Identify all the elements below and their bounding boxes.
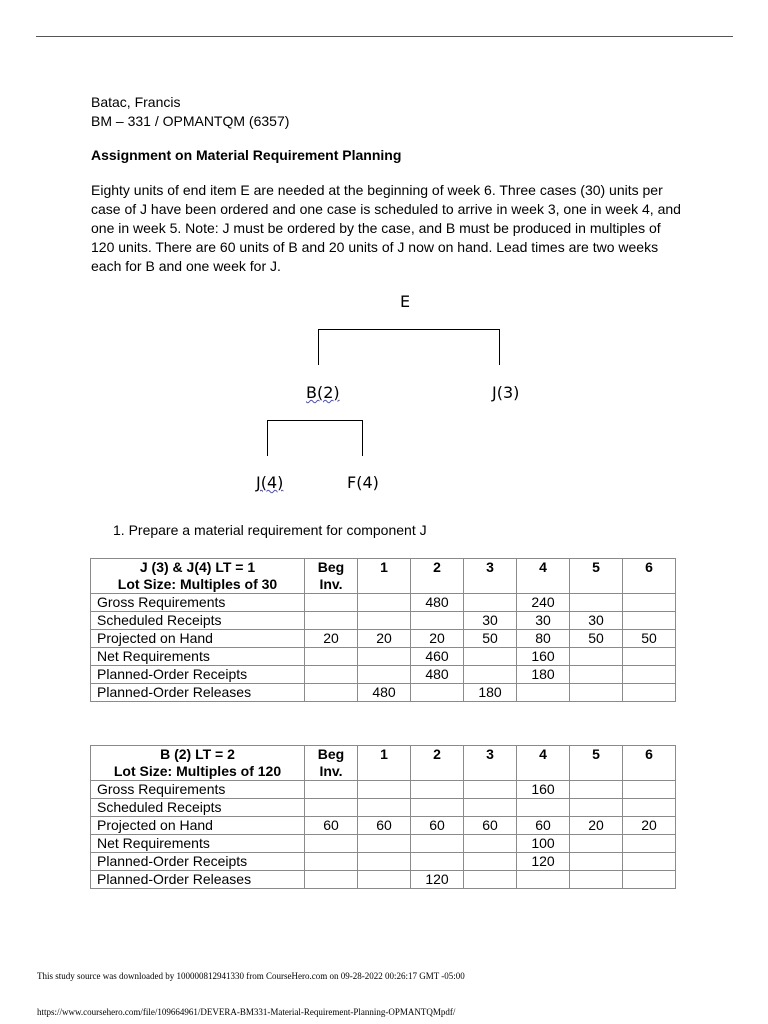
week-header: 4 <box>517 746 570 781</box>
cell <box>570 666 623 684</box>
week-header: 2 <box>411 559 464 594</box>
table-row <box>91 630 676 648</box>
cell: 60 <box>305 817 358 835</box>
cell <box>358 853 411 871</box>
cell <box>464 835 517 853</box>
cell <box>464 853 517 871</box>
cell <box>570 871 623 889</box>
cell: 50 <box>464 630 517 648</box>
top-rule <box>36 36 733 37</box>
cell <box>623 781 676 799</box>
cell <box>411 835 464 853</box>
week-header: 2 <box>411 746 464 781</box>
cell: 20 <box>570 817 623 835</box>
tree-connector <box>318 329 319 365</box>
row-label: Projected on Hand <box>91 630 305 648</box>
cell <box>623 648 676 666</box>
tree-connector <box>362 420 363 456</box>
cell: 120 <box>517 853 570 871</box>
header-line: Inv. <box>319 763 343 779</box>
cell <box>464 871 517 889</box>
row-label: Gross Requirements <box>91 594 305 612</box>
table-header-title <box>91 559 305 594</box>
cell <box>305 594 358 612</box>
cell: 160 <box>517 648 570 666</box>
cell <box>464 799 517 817</box>
page-title: Assignment on Material Requirement Planning <box>91 147 402 163</box>
footer-source-note: This study source was downloaded by 100000812941330 from CourseHero.com on 09-28-2022 00:26:17 GMT -05:00 <box>37 971 465 981</box>
question-1: 1. Prepare a material requirement for component J <box>113 522 427 538</box>
cell <box>411 612 464 630</box>
cell <box>517 684 570 702</box>
tree-node-j4: J(4) <box>256 473 284 492</box>
table-row <box>91 799 676 817</box>
row-label: Planned-Order Releases <box>91 684 305 702</box>
table-row <box>91 612 676 630</box>
table-row <box>91 666 676 684</box>
cell: 180 <box>464 684 517 702</box>
cell: 240 <box>517 594 570 612</box>
cell <box>411 799 464 817</box>
week-header: 6 <box>623 746 676 781</box>
week-header: 5 <box>570 559 623 594</box>
tree-connector <box>318 329 500 330</box>
header-line: Lot Size: Multiples of 120 <box>113 763 282 779</box>
cell <box>623 666 676 684</box>
cell <box>305 684 358 702</box>
week-header: 1 <box>358 559 411 594</box>
row-label: Projected on Hand <box>91 817 305 835</box>
header-line: Beg <box>317 746 345 762</box>
cell <box>305 781 358 799</box>
cell <box>305 853 358 871</box>
cell: 60 <box>464 817 517 835</box>
header-line: Beg <box>317 559 345 575</box>
cell <box>305 612 358 630</box>
cell <box>570 781 623 799</box>
cell <box>305 666 358 684</box>
table-row <box>91 781 676 799</box>
cell: 480 <box>411 594 464 612</box>
cell <box>305 799 358 817</box>
header-line: B (2) LT = 2 <box>160 746 235 762</box>
problem-statement: Eighty units of end item E are needed at the beginning of week 6. Three cases (30) units per case of J have been ordered and one case is scheduled to arrive in week 3, one in week 4, and one in week 5. Note: J must be ordered by the case, and B must be produced in multiples of 120 units. There are 60 units of B and 20 units of J now on hand. Lead times are two weeks each for B and one week for J. <box>91 182 681 274</box>
cell <box>570 648 623 666</box>
tree-node-b: B(2) <box>306 383 340 402</box>
cell <box>464 666 517 684</box>
cell: 50 <box>570 630 623 648</box>
tree-node-j: J(3) <box>492 383 520 402</box>
cell: 460 <box>411 648 464 666</box>
table-row <box>91 835 676 853</box>
row-label: Net Requirements <box>91 648 305 666</box>
week-header: 4 <box>517 559 570 594</box>
header-line: J (3) & J(4) LT = 1 <box>139 559 256 575</box>
cell: 100 <box>517 835 570 853</box>
cell <box>570 853 623 871</box>
cell: 30 <box>517 612 570 630</box>
cell: 180 <box>517 666 570 684</box>
table-header-row <box>91 559 676 594</box>
table-row <box>91 648 676 666</box>
tree-connector <box>267 420 363 421</box>
cell: 30 <box>464 612 517 630</box>
cell: 160 <box>517 781 570 799</box>
week-header: 5 <box>570 746 623 781</box>
cell <box>305 835 358 853</box>
cell <box>570 594 623 612</box>
table-row <box>91 817 676 835</box>
cell <box>305 871 358 889</box>
tree-node-e: E <box>400 292 411 311</box>
cell <box>358 648 411 666</box>
cell: 60 <box>411 817 464 835</box>
tree-connector <box>499 329 500 365</box>
cell: 20 <box>305 630 358 648</box>
cell: 60 <box>517 817 570 835</box>
week-header: 6 <box>623 559 676 594</box>
cell <box>358 799 411 817</box>
cell: 30 <box>570 612 623 630</box>
cell <box>305 648 358 666</box>
table-row <box>91 684 676 702</box>
cell <box>623 594 676 612</box>
cell: 20 <box>358 630 411 648</box>
cell <box>517 871 570 889</box>
table-row <box>91 871 676 889</box>
author-name: Batac, Francis <box>91 94 181 110</box>
cell <box>517 799 570 817</box>
cell: 20 <box>623 817 676 835</box>
cell <box>411 781 464 799</box>
cell <box>411 684 464 702</box>
cell <box>570 684 623 702</box>
row-label: Planned-Order Receipts <box>91 853 305 871</box>
cell <box>623 835 676 853</box>
cell <box>358 612 411 630</box>
table-header-title <box>91 746 305 781</box>
cell: 60 <box>358 817 411 835</box>
cell <box>623 871 676 889</box>
cell <box>464 648 517 666</box>
cell <box>570 835 623 853</box>
cell <box>358 781 411 799</box>
tree-connector <box>267 420 268 456</box>
cell <box>623 799 676 817</box>
header-line: Lot Size: Multiples of 30 <box>117 576 278 592</box>
cell <box>358 666 411 684</box>
cell <box>570 799 623 817</box>
beg-inv-header <box>305 559 358 594</box>
cell: 20 <box>411 630 464 648</box>
table-row <box>91 853 676 871</box>
cell <box>623 612 676 630</box>
row-label: Planned-Order Releases <box>91 871 305 889</box>
mrp-table-b <box>90 745 676 889</box>
row-label: Scheduled Receipts <box>91 799 305 817</box>
cell <box>623 853 676 871</box>
course-code: BM – 331 / OPMANTQM (6357) <box>91 113 290 129</box>
footer-url[interactable]: https://www.coursehero.com/file/109664961/DEVERA-BM331-Material-Requirement-Planning-OPMANTQMpdf/ <box>37 1007 456 1017</box>
week-header: 3 <box>464 559 517 594</box>
table-header-row <box>91 746 676 781</box>
cell: 480 <box>411 666 464 684</box>
beg-inv-header <box>305 746 358 781</box>
week-header: 1 <box>358 746 411 781</box>
row-label: Net Requirements <box>91 835 305 853</box>
tree-node-f4: F(4) <box>347 473 379 492</box>
cell <box>464 781 517 799</box>
table-row <box>91 594 676 612</box>
mrp-table-j <box>90 558 676 702</box>
header-line: Inv. <box>319 576 343 592</box>
cell <box>464 594 517 612</box>
cell <box>358 594 411 612</box>
cell <box>411 853 464 871</box>
cell: 120 <box>411 871 464 889</box>
cell <box>358 835 411 853</box>
row-label: Scheduled Receipts <box>91 612 305 630</box>
week-header: 3 <box>464 746 517 781</box>
cell <box>358 871 411 889</box>
row-label: Planned-Order Receipts <box>91 666 305 684</box>
cell <box>623 684 676 702</box>
cell: 480 <box>358 684 411 702</box>
row-label: Gross Requirements <box>91 781 305 799</box>
cell: 80 <box>517 630 570 648</box>
cell: 50 <box>623 630 676 648</box>
